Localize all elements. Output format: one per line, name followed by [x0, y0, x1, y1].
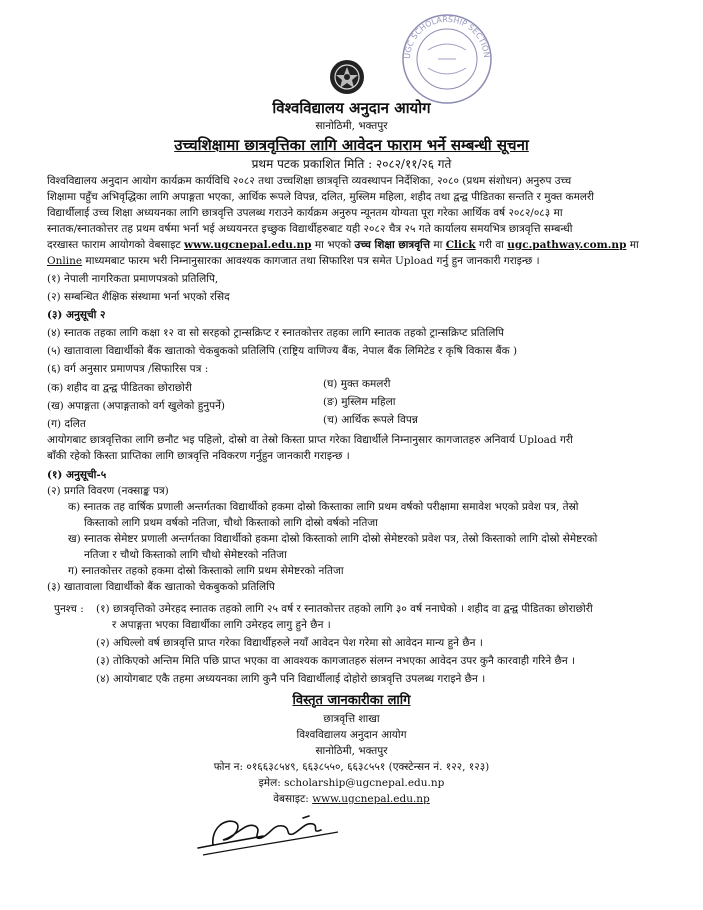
- intro-text: मा: [626, 239, 639, 251]
- contact-phone: फोन न: ०१६६३८५४९, ६६३८५५०, ६६३८५५१ (एक्स्टेन्सन नं. १२२, १२३): [213, 761, 490, 773]
- category-item: (घ) मुक्त कमलरी: [323, 378, 391, 390]
- org-address: सानोठिमी, भक्तपुर: [315, 120, 388, 132]
- contact-website-link[interactable]: www.ugcnepal.edu.np: [312, 793, 430, 805]
- required-doc-item: (४) स्नातक तहका लागि कक्षा १२ वा सो सरहको ट्रान्सक्रिप्ट र स्नातकोत्तर तहका लागि स्नातक तहको ट्रान्सक्रिप्ट प्रतिलिपि: [47, 327, 505, 339]
- category-item: (ख) अपाङ्गता (अपाङ्गताको वर्ग खुलेको हुनुपर्ने): [47, 400, 225, 412]
- renewal-item: (१) अनुसूची-५: [47, 469, 107, 481]
- ugc-website-link[interactable]: www.ugcnepal.edu.np: [184, 239, 312, 251]
- renewal-sub-item: ग) स्नातकोत्तर तहको हकमा दोस्रो किस्ताको लागि प्रथम सेमेष्टरको नतिजा: [68, 565, 344, 577]
- intro-text: गरी वा: [475, 239, 508, 251]
- note-item: (३) तोकिएको अन्तिम मिति पछि प्राप्त भएका वा आवश्यक कागजातहरु संलग्न नभएका आवेदन उपर कुनै कारवाही गरिने छैन ।: [96, 655, 575, 667]
- intro-text: माध्यमबाट फारम भरी निम्नानुसारका आवश्यक कागजात तथा सिफारिश पत्र समेत Upload गर्नु हुन जानकारी गराइन्छ ।: [82, 255, 540, 267]
- org-name: विश्वविद्यालय अनुदान आयोग: [272, 99, 431, 117]
- intro-line-online: [47, 254, 540, 268]
- svg-text:UGC SCHOLARSHIP SECTION: [403, 15, 491, 59]
- renewal-sub-item: क) स्नातक तह वार्षिक प्रणाली अन्तर्गतका विद्यार्थीको हकमा दोस्रो किस्ताका लागि प्रथम वर्षको परीक्षामा समावेश भएको प्रवेश पत्र, तेस्रो: [68, 501, 579, 513]
- intro-line-links: [47, 238, 639, 252]
- notice-title: उच्चशिक्षामा छात्रवृत्तिका लागि आवेदन फाराम भर्ने सम्बन्धी सूचना: [174, 136, 529, 154]
- category-item: (च) आर्थिक रूपले विपन्न: [323, 414, 418, 426]
- scholarship-menu-label: उच्च शिक्षा छात्रवृत्ति: [354, 239, 431, 251]
- intro-text: मा भएको: [311, 239, 355, 251]
- note-item: (१) छात्रवृत्तिको उमेरहद स्नातक तहको लागि २५ वर्ष र स्नातकोत्तर तहको लागि ३० वर्ष ननाघेको । शहीद वा द्वन्द्व पीडितका छोराछोरी: [96, 603, 593, 615]
- required-doc-item: (१) नेपाली नागरिकता प्रमाणपत्रको प्रतिलिपि,: [47, 273, 219, 285]
- contact-email: इमेल: scholarship@ugcnepal.edu.np: [258, 777, 445, 789]
- website-label: वेबसाइट:: [273, 793, 313, 805]
- category-item: (ङ) मुस्लिम महिला: [323, 396, 396, 408]
- renewal-sub-item: किस्ताको लागि प्रथम वर्षको नतिजा, चौथो किस्ताको लागि दोस्रो वर्षको नतिजा: [84, 517, 378, 529]
- contact-address: सानोठिमी, भक्तपुर: [315, 745, 388, 757]
- required-doc-item: (६) वर्ग अनुसार प्रमाणपत्र /सिफारिस पत्र :: [47, 363, 209, 375]
- pathway-portal-link[interactable]: ugc.pathway.com.np: [507, 239, 627, 251]
- stamp-text: UGC SCHOLARSHIP SECTION: [402, 14, 492, 60]
- intro-text: दरखास्त फाराम आयोगको वेबसाइट: [47, 239, 185, 251]
- note-item: र अपाङ्गता भएका विद्यार्थीका लागि उमेरहद लागु हुने छैन ।: [112, 619, 331, 631]
- required-doc-item: (२) सम्बन्धित शैक्षिक संस्थामा भर्ना भएको रसिद: [47, 291, 230, 303]
- renewal-sub-item: ख) स्नातक सेमेष्टर प्रणाली अन्तर्गतका विद्यार्थीको हकमा दोस्रो किस्ताको लागि दोस्रो सेमेष्टरको प्रवेश पत्र, तेस्रो किस्ताको लागि दोस्रो सेमेष्टरको: [68, 533, 598, 545]
- required-doc-item: (३) अनुसूची २: [47, 309, 106, 321]
- intro-text: मा: [430, 239, 446, 251]
- contact-section: छात्रवृत्ति शाखा: [323, 713, 380, 725]
- renewal-item: (२) प्रगति विवरण (नक्साङ्क पत्र): [47, 485, 169, 497]
- click-link[interactable]: Click: [445, 239, 476, 251]
- ugc-emblem-icon: [327, 58, 367, 96]
- note-item: (२) अघिल्लो वर्ष छात्रवृत्ति प्राप्त गरेका विद्यार्थीहरुले नयाँ आवेदन पेश गरेमा सो आवेदन मान्य हुने छैन ।: [96, 637, 483, 649]
- published-date: प्रथम पटक प्रकाशित मिति : २०८२/११/२६ गते: [251, 157, 452, 171]
- notes-label: पुनश्च :: [54, 603, 84, 615]
- intro-line: स्नातक/स्नातकोत्तर तह प्रथम वर्षमा भर्ना भई अध्ययनरत इच्छुक विद्यार्थीहरुबाट यही २०८२ चैत्र २५ गते कार्यालय समयभित्र छात्रवृत्ति सम्बन्धी: [47, 223, 573, 235]
- renewal-intro-line: बाँकी रहेको किस्ता प्राप्तिका लागि छात्रवृत्ति नविकरण गर्नुहुन जानकारी गराइन्छ ।: [47, 450, 350, 462]
- signature-icon: [193, 800, 343, 860]
- contact-org: विश्वविद्यालय अनुदान आयोग: [296, 729, 407, 741]
- contact-heading: विस्तृत जानकारीका लागि: [292, 693, 411, 708]
- intro-line: विश्वविद्यालय अनुदान आयोग कार्यक्रम कार्यविधि २०८२ तथा उच्चशिक्षा छात्रवृत्ति व्यवस्थापन निर्देशिका, २०८० (प्रथम संशोधन) अनुरुप उच्च: [47, 175, 572, 187]
- renewal-sub-item: नतिजा र चौथो किस्ताको लागि चौथो सेमेष्टरको नतिजा: [84, 549, 287, 561]
- required-doc-item: (५) खातावाला विद्यार्थीको बैंक खाताको चेकबुकको प्रतिलिपि (राष्ट्रिय वाणिज्य बैंक, नेपाल बैंक लिमिटेड र कृषि विकास बैंक ): [47, 345, 518, 357]
- official-stamp-icon: [398, 10, 496, 108]
- category-item: (क) शहीद वा द्वन्द्व पीडितका छोराछोरी: [47, 382, 192, 394]
- note-item: (४) आयोगबाट एकै तहमा अध्ययनका लागि कुनै पनि विद्यार्थीलाई दोहोरो छात्रवृत्ति उपलब्ध गराइने छैन ।: [96, 673, 486, 685]
- online-label: Online: [47, 255, 83, 267]
- intro-line: शिक्षामा पहुँच अभिवृद्धिका लागि अपाङ्गता भएका, आर्थिक रूपले विपन्न, दलित, मुस्लिम महिला, शहीद तथा द्वन्द्व पीडितका सन्तति र मुक्त कमलरी: [47, 191, 595, 203]
- intro-line: विद्यार्थीलाई उच्च शिक्षा अध्ययनका लागि छात्रवृत्ति उपलब्ध गराउने कार्यक्रम अनुरुप न्यूनतम योग्यता पूरा गरेका आर्थिक वर्ष २०८२/०८३ मा: [47, 207, 563, 219]
- contact-website-row: [0, 792, 703, 806]
- renewal-intro-line: आयोगबाट छात्रवृत्तिका लागि छनौट भइ पहिलो, दोस्रो वा तेस्रो किस्ता प्राप्त गरेका विद्यार्थीले निम्नानुसार कागजातहरु अनिवार्य Upload गरी: [47, 434, 573, 446]
- renewal-item: (३) खातावाला विद्यार्थीको बैंक खाताको चेकबुकको प्रतिलिपि: [47, 581, 275, 593]
- category-item: (ग) दलित: [47, 418, 86, 430]
